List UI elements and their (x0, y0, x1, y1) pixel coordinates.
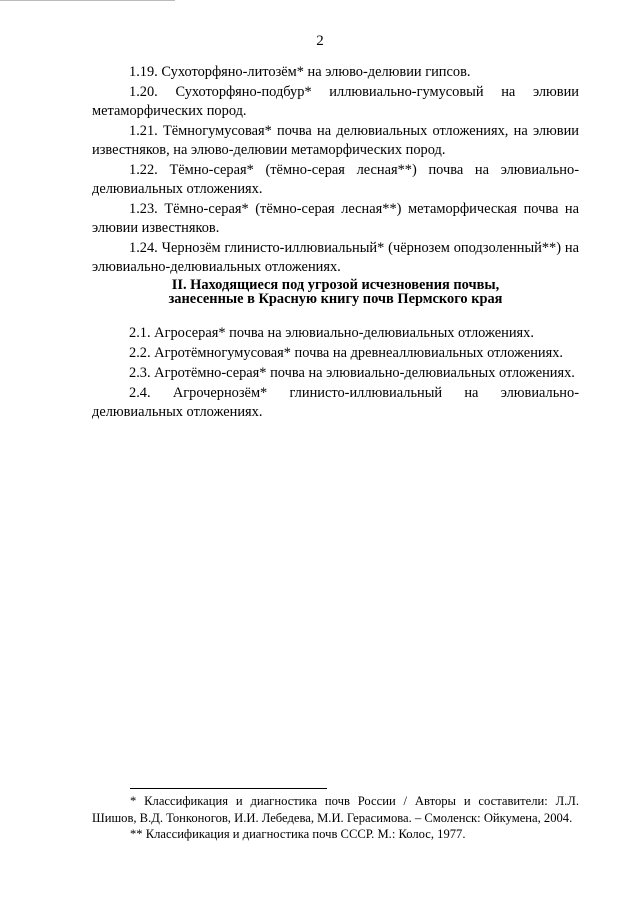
footnote-1: * Классификация и диагностика почв России / Авторы и составители: Л.Л. Шишов, В.Д. Тонконогов, И.И. Лебедева, М.И. Герасимова. – Смоленск: Ойкумена, 2004. (92, 794, 579, 825)
list-item-2-4: 2.4. Агрочернозём* глинисто-иллювиальный на элювиально-делювиальных отложениях. (92, 385, 579, 420)
list-item-1-24: 1.24. Чернозём глинисто-иллювиальный* (чёрнозем оподзоленный**) на элювиально-делювиальных отложениях. (92, 240, 579, 275)
list-item-1-23: 1.23. Тёмно-серая* (тёмно-серая лесная**) метаморфическая почва на элювии известняков. (92, 201, 579, 236)
list-item-1-19: 1.19. Сухоторфяно-литозём* на элюво-делювии гипсов. (129, 64, 471, 80)
list-item-1-22: 1.22. Тёмно-серая* (тёмно-серая лесная**) почва на элювиально-делювиальных отложениях. (92, 162, 579, 197)
footnote-rule (130, 788, 327, 789)
list-item-2-1: 2.1. Агросерая* почва на элювиально-делювиальных отложениях. (129, 325, 534, 341)
list-item-1-20: 1.20. Сухоторфяно-подбур* иллювиально-гумусовый на элювии метаморфических пород. (92, 84, 579, 119)
section-heading-line-2: занесенные в Красную книгу почв Пермского края (168, 291, 503, 307)
top-edge-rule (0, 0, 175, 1)
page-number: 2 (316, 33, 324, 49)
section-heading-line-1: II. Находящиеся под угрозой исчезновения почвы, (171, 277, 500, 293)
list-item-2-2: 2.2. Агротёмногумусовая* почва на древнеаллювиальных отложениях. (129, 345, 564, 361)
section-heading (92, 278, 579, 306)
list-item-2-3: 2.3. Агротёмно-серая* почва на элювиально-делювиальных отложениях. (129, 365, 575, 381)
list-item-1-21: 1.21. Тёмногумусовая* почва на делювиальных отложениях, на элювии известняков, на элюво-делювии метаморфических пород. (92, 123, 579, 158)
document-body (92, 63, 579, 423)
footnotes (92, 788, 579, 843)
footnote-2: ** Классификация и диагностика почв СССР. М.: Колос, 1977. (130, 827, 466, 841)
